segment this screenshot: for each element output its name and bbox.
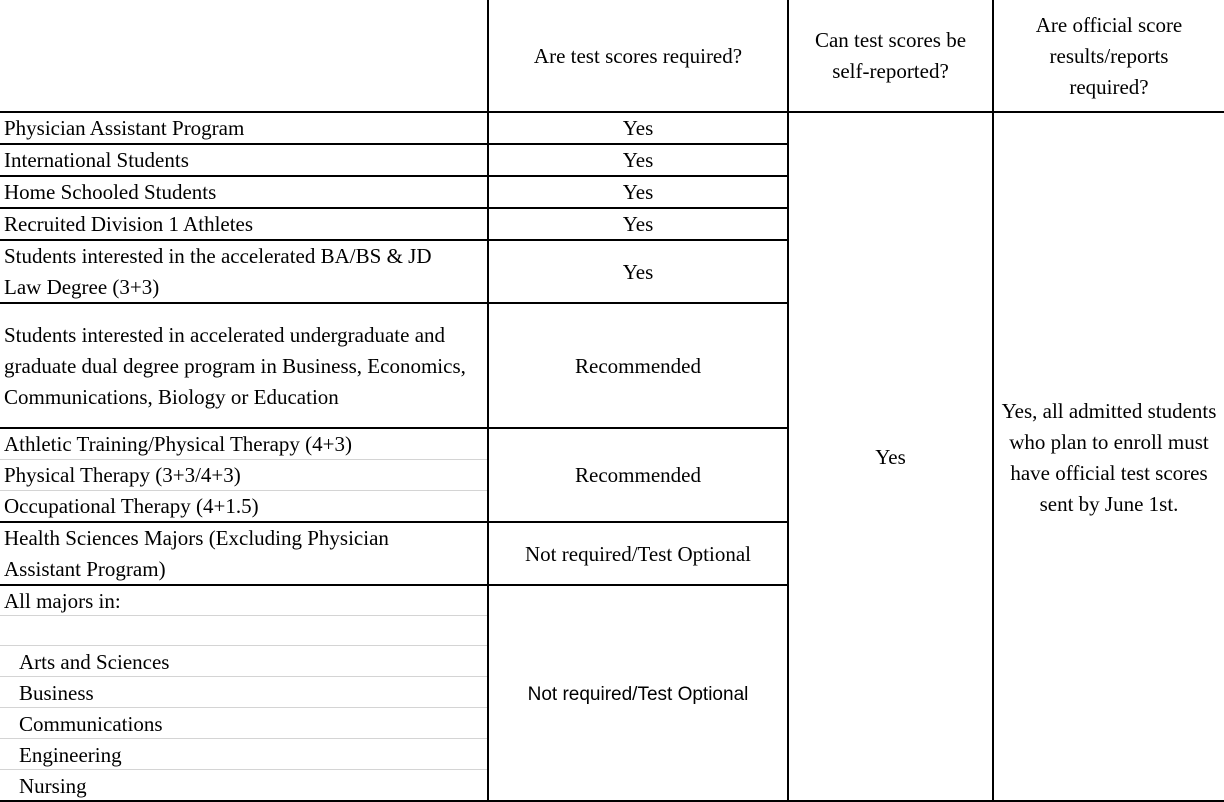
required-dual-degree: Recommended bbox=[575, 353, 701, 378]
required-international: Yes bbox=[622, 148, 654, 172]
header-col-self-reported: Can test scores be self-reported? bbox=[814, 28, 967, 83]
major-engineering: Engineering bbox=[19, 743, 122, 767]
required-all-majors: Not required/Test Optional bbox=[527, 683, 749, 705]
border-row bbox=[0, 207, 789, 209]
gridline bbox=[0, 707, 487, 708]
major-communications: Communications bbox=[19, 712, 163, 736]
gridline bbox=[0, 490, 487, 491]
border-header-bottom bbox=[0, 111, 1224, 113]
border-row bbox=[0, 239, 789, 241]
header-col-required: Are test scores required? bbox=[533, 43, 743, 68]
row-label-division1-athletes: Recruited Division 1 Athletes bbox=[4, 212, 254, 236]
row-label-dual-degree: Students interested in accelerated undergraduate and graduate dual degree program in Business, Economics, Communications, Biology or Education bbox=[4, 322, 466, 409]
row-label-athletic-training: Athletic Training/Physical Therapy (4+3) bbox=[4, 432, 352, 456]
border-row bbox=[0, 584, 789, 586]
gridline bbox=[0, 459, 487, 460]
border-row bbox=[0, 521, 789, 523]
required-therapy-programs: Recommended bbox=[575, 463, 701, 487]
header-col-official-required: Are official score results/reports required? bbox=[1035, 12, 1183, 99]
border-col bbox=[992, 0, 994, 802]
row-label-ba-bs-jd: Students interested in the accelerated BA/BS & JD Law Degree (3+3) bbox=[4, 244, 432, 299]
border-col bbox=[787, 0, 789, 802]
border-col bbox=[487, 0, 489, 802]
gridline bbox=[0, 769, 487, 770]
major-nursing: Nursing bbox=[19, 774, 87, 798]
gridline bbox=[0, 615, 487, 616]
required-physician-assistant: Yes bbox=[622, 116, 654, 140]
major-arts-and-sciences: Arts and Sciences bbox=[19, 650, 170, 674]
required-home-schooled: Yes bbox=[622, 180, 654, 204]
row-label-physician-assistant: Physician Assistant Program bbox=[4, 116, 245, 140]
required-ba-bs-jd: Yes bbox=[622, 259, 654, 284]
required-health-sciences: Not required/Test Optional bbox=[525, 541, 751, 566]
gridline bbox=[0, 676, 487, 677]
border-row bbox=[0, 175, 789, 177]
required-division1-athletes: Yes bbox=[622, 212, 654, 236]
row-label-health-sciences: Health Sciences Majors (Excluding Physician Assistant Program) bbox=[4, 526, 389, 581]
header-col-program bbox=[0, 0, 487, 112]
gridline bbox=[0, 738, 487, 739]
row-label-international: International Students bbox=[4, 148, 189, 172]
major-business: Business bbox=[19, 681, 94, 705]
official-required-value: Yes, all admitted students who plan to enroll must have official test scores sent by June 1st. bbox=[1001, 398, 1217, 516]
row-label-physical-therapy: Physical Therapy (3+3/4+3) bbox=[4, 463, 241, 487]
border-row bbox=[0, 143, 789, 145]
border-row bbox=[0, 427, 789, 429]
gridline bbox=[0, 645, 487, 646]
row-label-home-schooled: Home Schooled Students bbox=[4, 180, 217, 204]
self-reported-value: Yes bbox=[875, 445, 906, 469]
border-row bbox=[0, 302, 789, 304]
row-label-all-majors: All majors in: bbox=[4, 589, 121, 613]
row-label-occupational-therapy: Occupational Therapy (4+1.5) bbox=[4, 494, 259, 518]
